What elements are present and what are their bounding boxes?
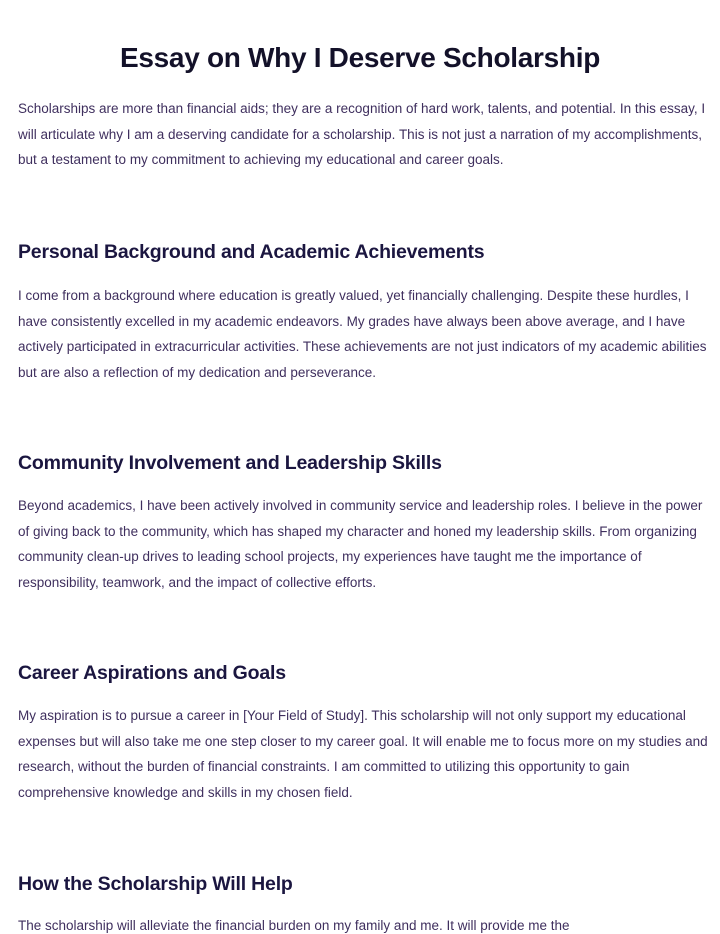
section-paragraph-career: My aspiration is to pursue a career in [Your Field of Study]. This scholarship will not only support my educational expenses but will also take me one step closer to my career goal. It will enable me to focus more on my studies and research, without the burden of financial constraints. I am committed to utilizing this opportunity to gain comprehensive knowledge and skills in my chosen field. [18, 708, 708, 800]
essay-title: Essay on Why I Deserve Scholarship [120, 42, 600, 73]
section-heading-career: Career Aspirations and Goals [18, 662, 286, 684]
section-heading-background: Personal Background and Academic Achievements [18, 241, 485, 263]
section-heading-help: How the Scholarship Will Help [18, 873, 293, 895]
section-paragraph-background: I come from a background where education is greatly valued, yet financially challenging. Despite these hurdles, I have consistently excelled in my academic endeavors. My grades have always been above average, and I have actively participated in extracurricular activities. These achievements are not just indicators of my academic abilities but are also a reflection of my dedication and perseverance. [18, 288, 707, 380]
section-paragraph-help: The scholarship will alleviate the financial burden on my family and me. It will provide me the [18, 918, 570, 933]
section-heading-community: Community Involvement and Leadership Skills [18, 452, 442, 474]
intro-paragraph: Scholarships are more than financial aids; they are a recognition of hard work, talents, and potential. In this essay, I will articulate why I am a deserving candidate for a scholarship. This is not just a narration of my accomplishments, but a testament to my commitment to achieving my educational and career goals. [18, 101, 706, 168]
section-paragraph-community: Beyond academics, I have been actively involved in community service and leadership roles. I believe in the power of giving back to the community, which has shaped my character and honed my leadership skills. From organizing community clean-up drives to leading school projects, my experiences have taught me the importance of responsibility, teamwork, and the impact of collective efforts. [18, 498, 703, 590]
